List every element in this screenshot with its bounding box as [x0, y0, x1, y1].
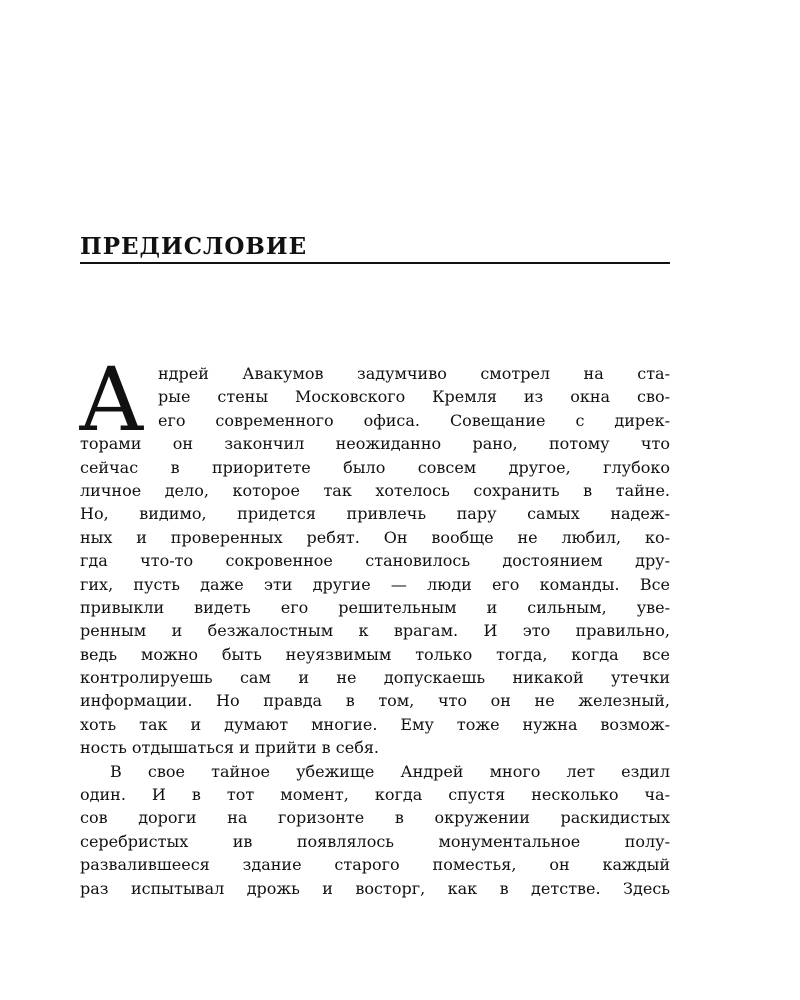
text-line: гих, пусть даже эти другие — люди его команды. Все [80, 574, 670, 594]
paragraph-1 [80, 362, 670, 760]
paragraph-2 [80, 760, 670, 900]
text-line: гда что-то сокровенное становилось достоянием дру- [80, 551, 670, 571]
text-line: ведь можно быть неуязвимым только тогда, когда все [80, 644, 670, 664]
text-line: один. И в тот момент, когда спустя несколько ча- [80, 785, 670, 805]
text-line: сейчас в приоритете было совсем другое, глубоко [80, 457, 670, 477]
text-line: информации. Но правда в том, что он не железный, [80, 691, 670, 711]
text-line: ндрей Авакумов задумчиво смотрел на ста- [158, 364, 670, 383]
text-line: ность отдышаться и прийти в себя. [80, 738, 380, 758]
text-line: ренным и безжалостным к врагам. И это правильно, [80, 621, 670, 641]
text-line: рые стены Московского Кремля из окна сво- [158, 387, 670, 407]
text-line: Но, видимо, придется привлечь пару самых надеж- [80, 504, 670, 524]
drop-cap-letter: А [78, 348, 145, 451]
body-text [78, 348, 670, 900]
text-line: привыкли видеть его решительным и сильным, уве- [80, 597, 670, 617]
text-line: развалившееся здание старого поместья, он каждый [80, 855, 670, 875]
text-line: сов дороги на горизонте в окружении раскидистых [80, 808, 670, 828]
text-line: торами он закончил неожиданно рано, потому что [80, 434, 670, 454]
chapter-title: ПРЕДИСЛОВИЕ [80, 233, 308, 260]
text-line: хоть так и думают многие. Ему тоже нужна возмож- [80, 714, 670, 734]
text-line: серебристых ив появлялось монументальное полу- [80, 831, 670, 851]
text-line: раз испытывал дрожь и восторг, как в детстве. Здесь [80, 878, 670, 898]
text-line: его современного офиса. Совещание с дирек- [158, 410, 670, 430]
text-line: личное дело, которое так хотелось сохранить в тайне. [80, 480, 670, 500]
text-line: контролируешь сам и не допускаешь никакой утечки [80, 668, 670, 688]
text-line: ных и проверенных ребят. Он вообще не любил, ко- [80, 527, 670, 547]
chapter-heading [80, 230, 670, 264]
text-line: В свое тайное убежище Андрей много лет ездил [110, 761, 670, 781]
